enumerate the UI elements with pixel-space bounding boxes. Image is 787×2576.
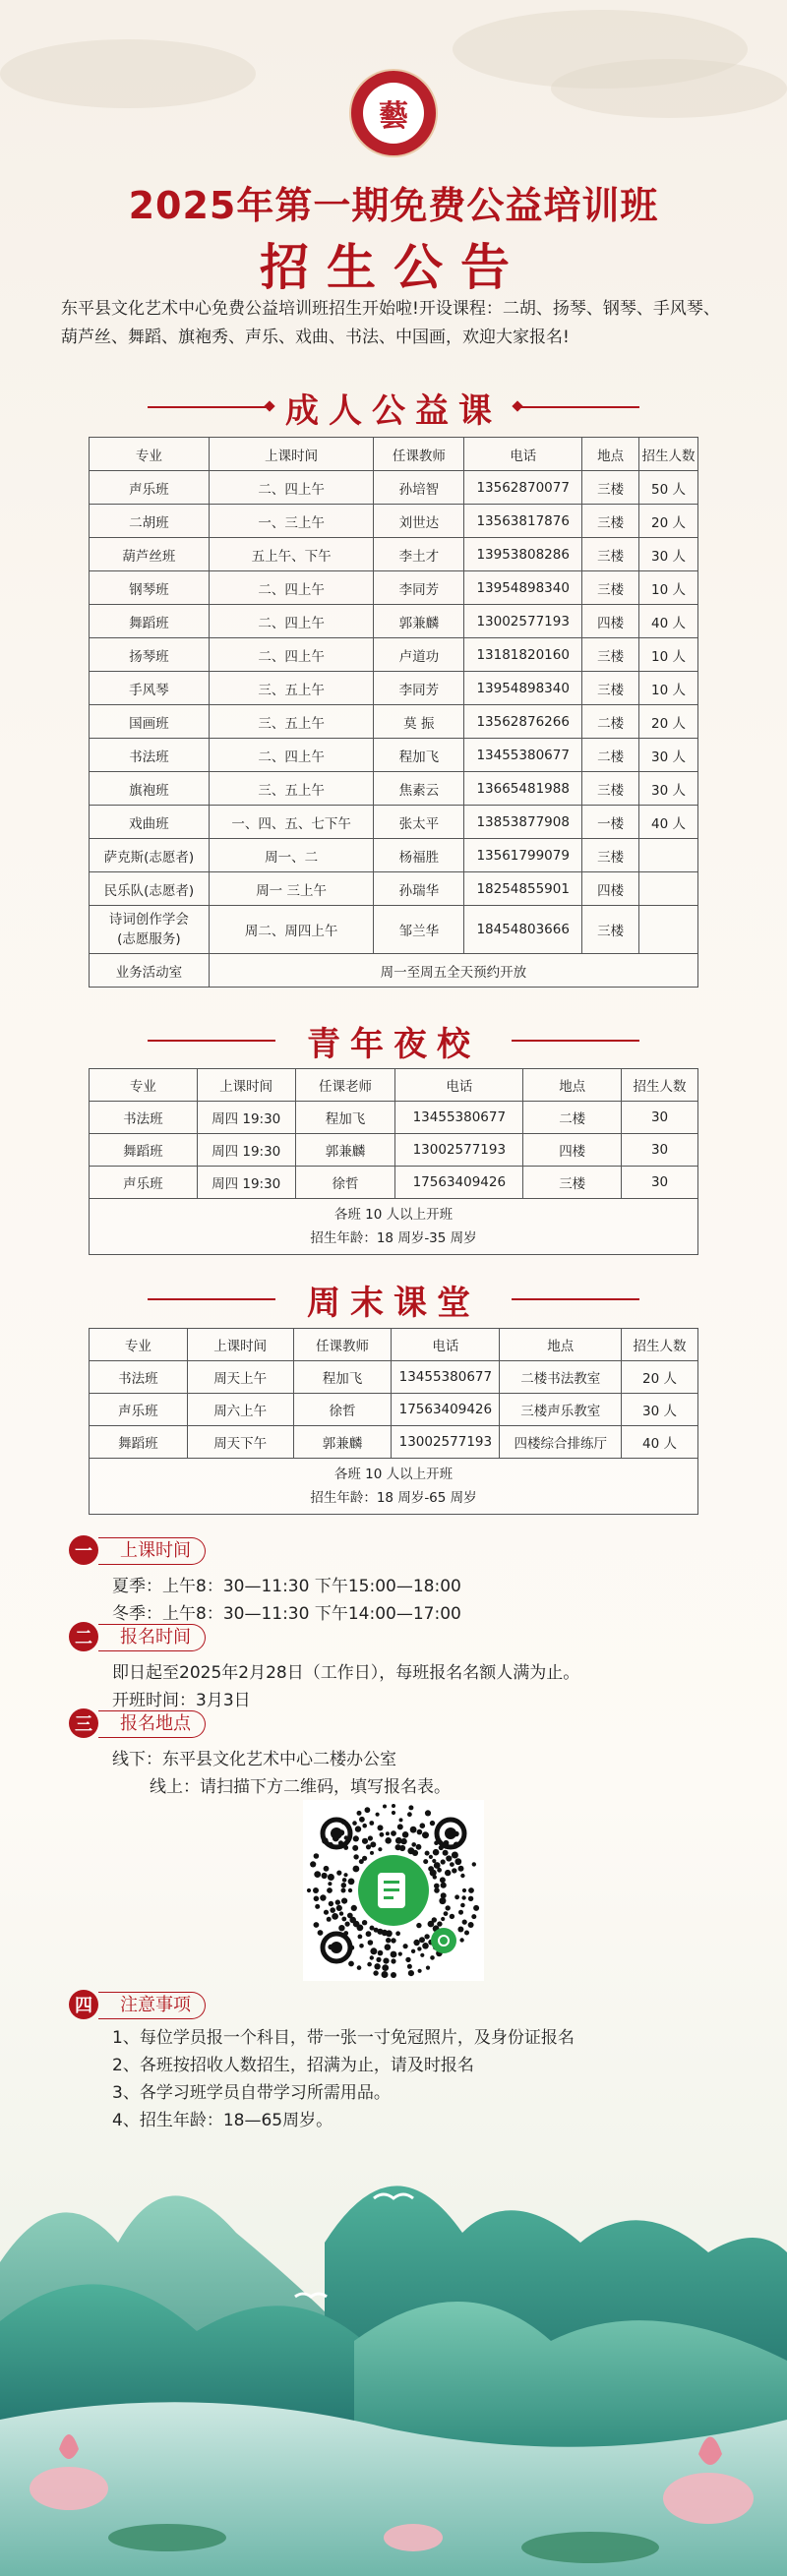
table-row	[90, 1102, 698, 1134]
table-cell: 刘世达	[374, 505, 464, 538]
table-cell: 30	[622, 1102, 698, 1134]
table-cell: 13954898340	[464, 672, 582, 705]
column-header: 任课老师	[295, 1069, 395, 1102]
table-cell: 17563409426	[395, 1167, 523, 1199]
table-row	[90, 538, 698, 571]
table-cell: 一、三上午	[209, 505, 374, 538]
table-note-row	[90, 1199, 698, 1255]
table-cell: 20 人	[622, 1361, 698, 1394]
table-cell: 13665481988	[464, 772, 582, 806]
table-cell: 四楼	[523, 1134, 622, 1167]
column-header: 上课时间	[209, 438, 374, 471]
table-cell: 葫芦丝班	[90, 538, 210, 571]
table-cell: 舞蹈班	[90, 1426, 188, 1459]
schedule-label: 上课时间	[98, 1537, 206, 1565]
table-cell: 13002577193	[395, 1134, 523, 1167]
column-header: 电话	[392, 1329, 500, 1361]
table-cell: 二楼	[582, 739, 639, 772]
table-cell: 周天下午	[187, 1426, 293, 1459]
column-header: 任课教师	[374, 438, 464, 471]
table-cell: 周一、二	[209, 839, 374, 872]
table-cell: 书法班	[90, 1361, 188, 1394]
notes-label: 注意事项	[98, 1992, 206, 2019]
note-item: 3、各学习班学员自带学习所需用品。	[112, 2083, 391, 2103]
table-note: 各班 10 人以上开班 招生年龄：18 周岁-65 周岁	[90, 1459, 698, 1515]
table-cell: 声乐班	[90, 1394, 188, 1426]
table-cell: 徐哲	[293, 1394, 392, 1426]
table-cell: 10 人	[639, 638, 698, 672]
table-row	[90, 906, 698, 954]
table-row	[90, 505, 698, 538]
table-cell: 三、五上午	[209, 672, 374, 705]
table-cell: 周四 19:30	[197, 1102, 295, 1134]
summer-hours: 夏季：上午8：30—11:30 下午15:00—18:00	[112, 1577, 461, 1596]
table-cell: 13954898340	[464, 571, 582, 605]
table-cell: 二、四上午	[209, 739, 374, 772]
table-cell: 杨福胜	[374, 839, 464, 872]
table-cell: 13002577193	[464, 605, 582, 638]
table-row	[90, 954, 698, 988]
table-cell: 二楼书法教室	[500, 1361, 622, 1394]
table-cell: 二、四上午	[209, 605, 374, 638]
table-cell: 三楼	[582, 571, 639, 605]
table-cell: 三楼	[582, 906, 639, 954]
table-row	[90, 1361, 698, 1394]
activity-room-hours: 周一至周五全天预约开放	[209, 954, 697, 988]
table-cell: 李同芳	[374, 571, 464, 605]
table-row	[90, 605, 698, 638]
table-cell: 20 人	[639, 505, 698, 538]
page-subtitle: 招生公告	[260, 239, 527, 296]
youth-course-table	[89, 1068, 698, 1255]
column-header: 专业	[90, 438, 210, 471]
table-row	[90, 471, 698, 505]
activity-room-label: 业务活动室	[90, 954, 210, 988]
table-cell: 周二、周四上午	[209, 906, 374, 954]
table-cell: 四楼	[582, 872, 639, 906]
table-cell: 国画班	[90, 705, 210, 739]
table-row	[90, 872, 698, 906]
landscape-illustration	[0, 2125, 787, 2576]
table-cell: 周一 三上午	[209, 872, 374, 906]
table-cell: 三、五上午	[209, 772, 374, 806]
column-header: 招生人数	[639, 438, 698, 471]
table-cell: 张太平	[374, 806, 464, 839]
logo-seal-icon: 藝	[349, 69, 438, 157]
table-cell: 周四 19:30	[197, 1134, 295, 1167]
table-row	[90, 705, 698, 739]
note-item: 4、招生年龄：18—65周岁。	[112, 2111, 333, 2130]
table-cell: 四楼	[582, 605, 639, 638]
column-header: 地点	[500, 1329, 622, 1361]
table-cell: 卢道功	[374, 638, 464, 672]
table-note-row	[90, 1459, 698, 1515]
table-cell: 13561799079	[464, 839, 582, 872]
table-cell: 书法班	[90, 1102, 198, 1134]
table-cell: 三楼声乐教室	[500, 1394, 622, 1426]
table-row	[90, 1426, 698, 1459]
table-cell: 二楼	[582, 705, 639, 739]
table-cell: 扬琴班	[90, 638, 210, 672]
registration-time-label: 报名时间	[98, 1624, 206, 1651]
table-cell: 莫 振	[374, 705, 464, 739]
column-header: 上课时间	[187, 1329, 293, 1361]
table-cell: 13455380677	[395, 1102, 523, 1134]
table-row	[90, 772, 698, 806]
table-cell: 旗袍班	[90, 772, 210, 806]
table-cell: 13002577193	[392, 1426, 500, 1459]
column-header: 电话	[464, 438, 582, 471]
table-cell: 二、四上午	[209, 471, 374, 505]
column-header: 电话	[395, 1069, 523, 1102]
table-cell: 戏曲班	[90, 806, 210, 839]
table-cell: 程加飞	[295, 1102, 395, 1134]
note-item: 1、每位学员报一个科目，带一张一寸免冠照片，及身份证报名	[112, 2028, 575, 2048]
table-cell	[639, 872, 698, 906]
table-cell: 民乐队(志愿者)	[90, 872, 210, 906]
table-note: 各班 10 人以上开班 招生年龄：18 周岁-35 周岁	[90, 1199, 698, 1255]
table-cell: 焦素云	[374, 772, 464, 806]
table-cell: 三楼	[582, 672, 639, 705]
offline-registration: 线下：东平县文化艺术中心二楼办公室	[112, 1750, 396, 1769]
weekend-section-title: 周末课堂	[307, 1284, 480, 1323]
logo	[349, 69, 438, 157]
cloud-decoration	[551, 59, 787, 118]
table-cell: 40 人	[622, 1426, 698, 1459]
table-cell: 13562870077	[464, 471, 582, 505]
table-cell: 一楼	[582, 806, 639, 839]
table-cell: 周六上午	[187, 1394, 293, 1426]
column-header: 招生人数	[622, 1069, 698, 1102]
table-cell: 30 人	[639, 772, 698, 806]
table-cell: 13181820160	[464, 638, 582, 672]
table-cell: 四楼综合排练厅	[500, 1426, 622, 1459]
table-cell: 13953808286	[464, 538, 582, 571]
table-cell: 13455380677	[464, 739, 582, 772]
table-row	[90, 638, 698, 672]
table-row	[90, 672, 698, 705]
table-cell: 舞蹈班	[90, 605, 210, 638]
table-cell: 30 人	[639, 538, 698, 571]
table-cell	[639, 906, 698, 954]
online-registration: 线上：请扫描下方二维码，填写报名表。	[150, 1777, 451, 1797]
table-cell: 10 人	[639, 672, 698, 705]
table-cell: 二、四上午	[209, 638, 374, 672]
youth-section-title: 青年夜校	[307, 1025, 480, 1064]
note-item: 2、各班按招收人数招生，招满为止，请及时报名	[112, 2056, 474, 2075]
table-cell: 三楼	[582, 471, 639, 505]
table-row	[90, 806, 698, 839]
table-cell: 40 人	[639, 605, 698, 638]
table-cell: 孙培智	[374, 471, 464, 505]
table-cell: 二楼	[523, 1102, 622, 1134]
table-cell: 李土才	[374, 538, 464, 571]
table-cell: 三楼	[582, 638, 639, 672]
section-number-badge: 二	[69, 1622, 98, 1651]
table-row	[90, 1394, 698, 1426]
table-cell: 三楼	[582, 505, 639, 538]
table-cell: 三楼	[523, 1167, 622, 1199]
table-cell: 钢琴班	[90, 571, 210, 605]
section-number-badge: 一	[69, 1535, 98, 1565]
table-cell: 30 人	[639, 739, 698, 772]
table-cell: 20 人	[639, 705, 698, 739]
registration-deadline: 即日起至2025年2月28日（工作日），每班报名名额人满为止。	[112, 1663, 580, 1683]
table-cell: 手风琴	[90, 672, 210, 705]
table-cell: 孙瑞华	[374, 872, 464, 906]
table-cell: 周天上午	[187, 1361, 293, 1394]
table-cell: 萨克斯(志愿者)	[90, 839, 210, 872]
table-cell: 二、四上午	[209, 571, 374, 605]
table-cell: 郭兼麟	[295, 1134, 395, 1167]
page-title: 2025年第一期免费公益培训班	[128, 184, 659, 227]
table-cell: 三楼	[582, 538, 639, 571]
table-cell: 徐哲	[295, 1167, 395, 1199]
column-header: 上课时间	[197, 1069, 295, 1102]
table-cell: 程加飞	[293, 1361, 392, 1394]
adult-section-title: 成人公益课	[285, 391, 502, 431]
table-cell: 周四 19:30	[197, 1167, 295, 1199]
section-number-badge: 四	[69, 1990, 98, 2019]
table-row	[90, 739, 698, 772]
table-row	[90, 1134, 698, 1167]
table-cell: 舞蹈班	[90, 1134, 198, 1167]
class-start-date: 开班时间：3月3日	[112, 1691, 251, 1710]
cloud-decoration	[0, 39, 256, 108]
table-cell: 程加飞	[374, 739, 464, 772]
table-cell: 郭兼麟	[293, 1426, 392, 1459]
table-cell: 郭兼麟	[374, 605, 464, 638]
column-header: 专业	[90, 1329, 188, 1361]
mini-program-icon	[431, 1928, 456, 1953]
table-cell: 13853877908	[464, 806, 582, 839]
table-cell: 30	[622, 1167, 698, 1199]
table-cell: 18454803666	[464, 906, 582, 954]
table-row	[90, 839, 698, 872]
table-cell: 18254855901	[464, 872, 582, 906]
table-cell: 二胡班	[90, 505, 210, 538]
column-header: 招生人数	[622, 1329, 698, 1361]
table-cell: 声乐班	[90, 1167, 198, 1199]
adult-course-table	[89, 437, 698, 988]
column-header: 地点	[582, 438, 639, 471]
intro-text: 东平县文化艺术中心免费公益培训班招生开始啦!开设课程：二胡、扬琴、钢琴、手风琴、葫芦丝、舞蹈、旗袍秀、声乐、戏曲、书法、中国画，欢迎大家报名!	[61, 299, 720, 347]
table-cell: 13563817876	[464, 505, 582, 538]
table-cell: 30 人	[622, 1394, 698, 1426]
qr-code-icon[interactable]	[303, 1800, 484, 1981]
table-cell: 40 人	[639, 806, 698, 839]
weekend-course-table	[89, 1328, 698, 1515]
column-header: 专业	[90, 1069, 198, 1102]
table-cell: 13562876266	[464, 705, 582, 739]
winter-hours: 冬季：上午8：30—11:30 下午14:00—17:00	[112, 1604, 461, 1624]
column-header: 任课教师	[293, 1329, 392, 1361]
table-cell: 书法班	[90, 739, 210, 772]
table-cell: 邹兰华	[374, 906, 464, 954]
table-header-row	[90, 1069, 698, 1102]
table-cell: 三楼	[582, 839, 639, 872]
table-cell: 五上午、下午	[209, 538, 374, 571]
table-header-row	[90, 1329, 698, 1361]
column-header: 地点	[523, 1069, 622, 1102]
table-cell: 声乐班	[90, 471, 210, 505]
table-header-row	[90, 438, 698, 471]
table-cell: 李同芳	[374, 672, 464, 705]
table-cell: 13455380677	[392, 1361, 500, 1394]
registration-place-label: 报名地点	[98, 1710, 206, 1738]
table-cell: 三、五上午	[209, 705, 374, 739]
table-row	[90, 1167, 698, 1199]
table-cell: 17563409426	[392, 1394, 500, 1426]
table-cell: 30	[622, 1134, 698, 1167]
table-row	[90, 571, 698, 605]
table-cell	[639, 839, 698, 872]
section-number-badge: 三	[69, 1708, 98, 1738]
table-cell: 诗词创作学会 (志愿服务)	[90, 906, 210, 954]
table-cell: 一、四、五、七下午	[209, 806, 374, 839]
table-cell: 三楼	[582, 772, 639, 806]
table-cell: 50 人	[639, 471, 698, 505]
table-cell: 10 人	[639, 571, 698, 605]
